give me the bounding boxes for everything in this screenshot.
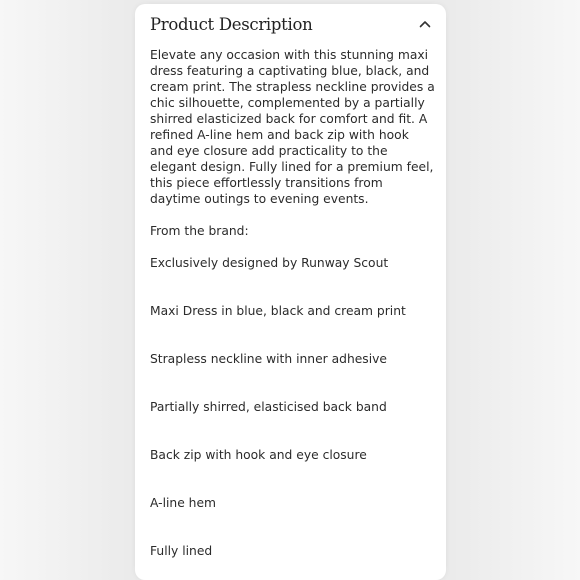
brand-intro: From the brand: [150, 224, 249, 238]
product-description-header[interactable] [150, 10, 436, 38]
feature-item: A-line hem [150, 496, 217, 510]
feature-item: Strapless neckline with inner adhesive [150, 352, 387, 366]
feature-item: Exclusively designed by Runway Scout [150, 256, 389, 270]
feature-item: Fully lined [150, 544, 213, 558]
description-text: Elevate any occasion with this stunning maxi dress featuring a captivating blue, black, and cream print. The strapless neckline provides a chic silhouette, complemented by a partially shirred elasticized back for comfort and fit. A refined A-line hem and back zip with hook and eye closure add practicality to the elegant design. Fully lined for a premium feel, this piece effortlessly transitions from daytime outings to evening events. [150, 48, 435, 206]
feature-item: Partially shirred, elasticised back band [150, 400, 387, 414]
feature-item: Maxi Dress in blue, black and cream print [150, 304, 406, 318]
description-body [150, 47, 435, 580]
chevron-up-icon[interactable] [418, 17, 432, 31]
product-description-card [135, 4, 446, 580]
section-title: Product Description [150, 14, 313, 34]
feature-list [150, 255, 435, 580]
feature-item: Back zip with hook and eye closure [150, 448, 367, 462]
